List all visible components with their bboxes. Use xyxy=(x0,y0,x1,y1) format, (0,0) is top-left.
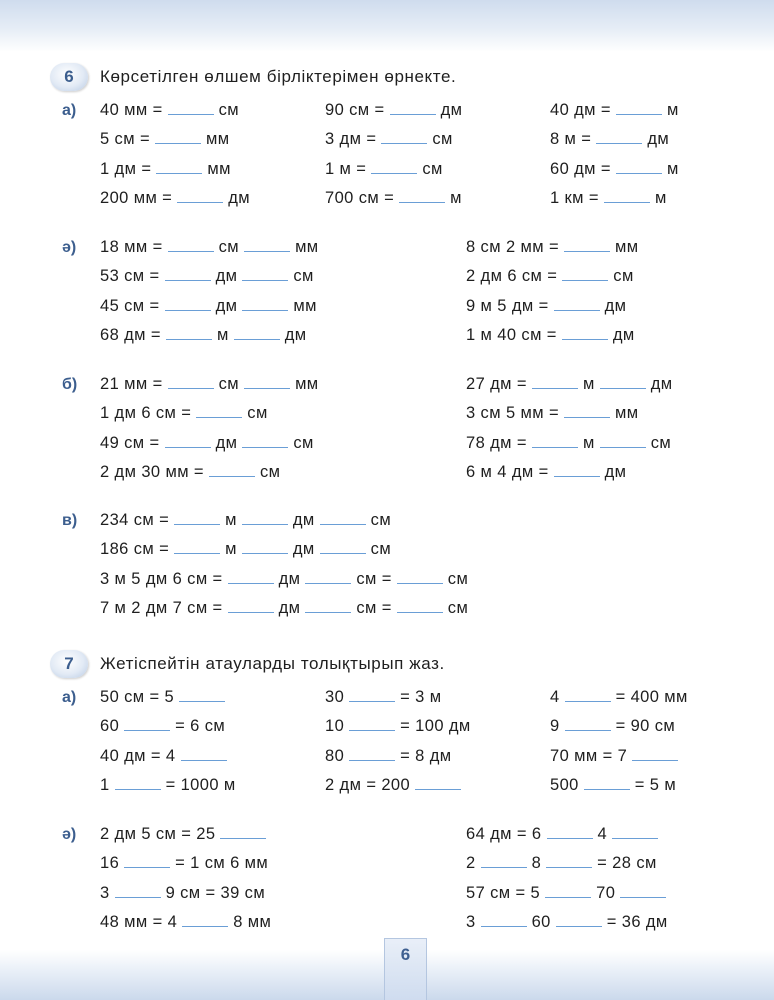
exercise-text: см = xyxy=(356,598,392,617)
exercise-item xyxy=(466,374,672,394)
answer-blank[interactable] xyxy=(349,747,395,761)
exercise-text: см xyxy=(650,433,672,452)
exercise-text: см xyxy=(447,569,469,588)
exercise-item xyxy=(100,539,391,559)
exercise-item xyxy=(325,100,462,120)
answer-blank[interactable] xyxy=(181,747,227,761)
exercise-text: 1 дм = xyxy=(100,159,152,178)
answer-blank[interactable] xyxy=(565,688,611,702)
exercise-text: м xyxy=(666,159,679,178)
exercise-item xyxy=(550,687,688,707)
top-decorative-band xyxy=(0,0,774,52)
answer-blank[interactable] xyxy=(556,913,602,927)
answer-blank[interactable] xyxy=(562,326,608,340)
exercise-text: м xyxy=(225,511,237,529)
exercise-text: 90 см = xyxy=(325,101,385,119)
answer-blank[interactable] xyxy=(179,688,225,702)
exercise-item xyxy=(100,716,225,736)
answer-blank[interactable] xyxy=(554,463,600,477)
exercise-text: м xyxy=(582,375,595,393)
answer-blank[interactable] xyxy=(616,160,662,174)
exercise-text: 10 xyxy=(325,717,345,736)
exercise-text: 2 дм 6 см = xyxy=(466,267,558,286)
exercise-text: = 36 дм xyxy=(606,912,668,931)
exercise-item xyxy=(325,159,443,179)
exercise-text: дм xyxy=(215,433,238,452)
answer-blank[interactable] xyxy=(115,776,161,790)
exercise-item xyxy=(550,159,679,179)
task-instruction: Жетіспейтін атауларды толықтырып жаз. xyxy=(100,654,445,673)
answer-blank[interactable] xyxy=(244,375,290,389)
exercise-text: дм xyxy=(440,101,463,119)
exercise-text: см xyxy=(293,433,314,452)
answer-blank[interactable] xyxy=(381,130,427,144)
exercise-item xyxy=(325,188,462,208)
exercise-text: 53 см = xyxy=(100,267,160,286)
exercise-item xyxy=(100,129,229,149)
exercise-text: 16 xyxy=(100,854,120,873)
exercise-text: дм xyxy=(278,569,301,588)
exercise-text: см xyxy=(293,267,314,286)
answer-blank[interactable] xyxy=(242,434,288,448)
exercise-text: 1 м = xyxy=(325,159,367,178)
exercise-text: дм xyxy=(604,296,627,315)
answer-blank[interactable] xyxy=(234,326,280,340)
answer-blank[interactable] xyxy=(168,238,214,252)
exercise-text: 3 м 5 дм 6 см = xyxy=(100,569,223,588)
exercise-text: см = xyxy=(356,569,392,588)
answer-blank[interactable] xyxy=(228,599,274,613)
exercise-text: = 8 дм xyxy=(400,746,452,765)
answer-blank[interactable] xyxy=(115,884,161,898)
answer-blank[interactable] xyxy=(397,599,443,613)
answer-blank[interactable] xyxy=(481,854,527,868)
exercise-text: 7 м 2 дм 7 см = xyxy=(100,598,223,617)
answer-blank[interactable] xyxy=(168,101,214,115)
exercise-text: дм xyxy=(612,325,635,344)
exercise-text: 60 xyxy=(100,717,120,736)
exercise-text: 9 м 5 дм = xyxy=(466,296,549,315)
answer-blank[interactable] xyxy=(349,717,395,731)
answer-blank[interactable] xyxy=(165,297,211,311)
exercise-item xyxy=(100,266,314,286)
answer-blank[interactable] xyxy=(546,854,592,868)
exercise-text: 500 xyxy=(550,775,579,794)
answer-blank[interactable] xyxy=(564,238,610,252)
exercise-text: 1 м 40 см = xyxy=(466,325,557,344)
exercise-item xyxy=(100,746,232,766)
answer-blank[interactable] xyxy=(600,434,646,448)
exercise-text: 2 xyxy=(466,854,476,873)
exercise-text: 78 дм = xyxy=(466,433,527,452)
answer-blank[interactable] xyxy=(209,463,255,477)
answer-blank[interactable] xyxy=(532,434,578,448)
answer-blank[interactable] xyxy=(305,570,351,584)
exercise-text: см xyxy=(218,101,240,119)
exercise-text: м xyxy=(225,540,237,559)
exercise-text: дм xyxy=(215,267,238,286)
exercise-item xyxy=(466,883,671,903)
exercise-text: 60 xyxy=(531,912,551,931)
exercise-text: 60 дм = xyxy=(550,159,611,178)
exercise-item xyxy=(325,746,452,766)
answer-blank[interactable] xyxy=(242,540,288,554)
answer-blank[interactable] xyxy=(620,884,666,898)
exercise-text: мм xyxy=(615,238,639,256)
exercise-text: см xyxy=(218,238,240,256)
exercise-text: мм xyxy=(295,238,319,256)
exercise-item xyxy=(100,374,319,394)
exercise-item xyxy=(325,687,441,707)
exercise-item xyxy=(100,403,268,423)
exercise-text: 64 дм = 6 xyxy=(466,825,542,843)
exercise-text: мм xyxy=(615,404,639,423)
exercise-text: 8 мм xyxy=(233,912,272,931)
exercise-text: = 90 см xyxy=(615,717,676,736)
exercise-text: 3 см 5 мм = xyxy=(466,404,560,423)
section-label: а) xyxy=(62,689,77,706)
exercise-text: 27 дм = xyxy=(466,375,527,393)
exercise-text: см xyxy=(370,511,392,529)
exercise-text: 57 см = 5 xyxy=(466,883,541,902)
exercise-item xyxy=(466,462,626,482)
exercise-text: см xyxy=(432,130,453,149)
exercise-text: = 3 м xyxy=(400,688,442,706)
exercise-text: мм xyxy=(295,375,319,393)
exercise-text: 80 xyxy=(325,746,345,765)
answer-blank[interactable] xyxy=(177,189,223,203)
answer-blank[interactable] xyxy=(182,913,228,927)
answer-blank[interactable] xyxy=(244,238,290,252)
exercise-text: 3 xyxy=(100,883,110,902)
exercise-item xyxy=(550,716,675,736)
exercise-text: м xyxy=(654,188,667,207)
answer-blank[interactable] xyxy=(155,130,201,144)
answer-blank[interactable] xyxy=(196,404,242,418)
answer-blank[interactable] xyxy=(124,717,170,731)
exercise-item xyxy=(100,325,306,345)
exercise-item xyxy=(100,883,265,903)
exercise-item xyxy=(100,510,391,530)
exercise-text: 50 см = 5 xyxy=(100,688,175,706)
exercise-text: 49 см = xyxy=(100,433,160,452)
answer-blank[interactable] xyxy=(612,825,658,839)
answer-blank[interactable] xyxy=(554,297,600,311)
exercise-text: 2 дм 30 мм = xyxy=(100,462,204,481)
exercise-item xyxy=(466,912,668,932)
answer-blank[interactable] xyxy=(242,297,288,311)
exercise-text: 40 дм = xyxy=(550,101,611,119)
exercise-item xyxy=(100,853,268,873)
exercise-item xyxy=(100,237,319,257)
exercise-text: 700 см = xyxy=(325,188,395,207)
exercise-item xyxy=(100,912,271,932)
exercise-item xyxy=(550,129,669,149)
exercise-text: 4 xyxy=(550,688,560,706)
exercise-item xyxy=(100,188,250,208)
exercise-text: 8 см 2 мм = xyxy=(466,238,560,256)
exercise-text: 2 дм 5 см = 25 xyxy=(100,825,216,843)
exercise-item xyxy=(100,159,231,179)
exercise-item xyxy=(325,129,453,149)
exercise-item xyxy=(550,746,683,766)
answer-blank[interactable] xyxy=(242,511,288,525)
exercise-item xyxy=(466,824,663,844)
exercise-item xyxy=(466,325,635,345)
exercise-item xyxy=(100,296,317,316)
answer-blank[interactable] xyxy=(174,511,220,525)
exercise-item xyxy=(466,433,671,453)
exercise-text: дм xyxy=(292,540,315,559)
exercise-text: 1 xyxy=(100,775,110,794)
answer-blank[interactable] xyxy=(156,160,202,174)
exercise-text: дм xyxy=(284,325,307,344)
exercise-text: 30 xyxy=(325,688,345,706)
task-number-badge: 6 xyxy=(50,63,88,91)
exercise-text: 1 км = xyxy=(550,188,599,207)
answer-blank[interactable] xyxy=(547,825,593,839)
exercise-text: 40 дм = 4 xyxy=(100,746,176,765)
section-label: ә) xyxy=(62,239,77,256)
exercise-text: 1 дм 6 см = xyxy=(100,404,192,423)
exercise-text: 5 см = xyxy=(100,130,150,149)
answer-blank[interactable] xyxy=(166,326,212,340)
exercise-text: см xyxy=(259,462,281,481)
exercise-text: дм xyxy=(278,598,301,617)
answer-blank[interactable] xyxy=(616,101,662,115)
exercise-text: дм xyxy=(604,462,627,481)
answer-blank[interactable] xyxy=(165,267,211,281)
exercise-text: дм xyxy=(650,375,673,393)
exercise-text: 68 дм = xyxy=(100,325,161,344)
exercise-item xyxy=(466,403,639,423)
exercise-item xyxy=(550,775,676,795)
exercise-text: 3 дм = xyxy=(325,130,377,149)
answer-blank[interactable] xyxy=(320,540,366,554)
answer-blank[interactable] xyxy=(584,776,630,790)
answer-blank[interactable] xyxy=(174,540,220,554)
exercise-text: = 1 см 6 мм xyxy=(175,854,269,873)
answer-blank[interactable] xyxy=(371,160,417,174)
exercise-text: 8 м = xyxy=(550,130,592,149)
exercise-text: 186 см = xyxy=(100,540,170,559)
answer-blank[interactable] xyxy=(320,511,366,525)
exercise-item xyxy=(466,237,639,257)
answer-blank[interactable] xyxy=(165,434,211,448)
answer-blank[interactable] xyxy=(532,375,578,389)
answer-blank[interactable] xyxy=(600,375,646,389)
answer-blank[interactable] xyxy=(399,189,445,203)
exercise-text: = 5 м xyxy=(634,775,677,794)
exercise-text: дм xyxy=(215,296,238,315)
exercise-text: м xyxy=(216,325,229,344)
task-instruction: Көрсетілген өлшем бірліктерімен өрнекте. xyxy=(100,67,457,86)
exercise-text: 8 xyxy=(531,854,542,873)
exercise-text: 40 мм = xyxy=(100,101,163,119)
exercise-text: 3 xyxy=(466,912,476,931)
answer-blank[interactable] xyxy=(390,101,436,115)
answer-blank[interactable] xyxy=(305,599,351,613)
answer-blank[interactable] xyxy=(415,776,461,790)
exercise-text: мм xyxy=(207,159,231,178)
answer-blank[interactable] xyxy=(397,570,443,584)
section-label: ә) xyxy=(62,826,77,843)
exercise-text: см xyxy=(247,404,268,423)
section-label: а) xyxy=(62,102,77,119)
section-label: в) xyxy=(62,512,78,529)
exercise-item xyxy=(466,853,657,873)
exercise-item xyxy=(100,100,239,120)
exercise-text: м xyxy=(582,433,595,452)
answer-blank[interactable] xyxy=(545,884,591,898)
exercise-item xyxy=(100,824,271,844)
exercise-text: = 100 дм xyxy=(400,717,471,736)
exercise-text: 234 см = xyxy=(100,511,170,529)
exercise-text: см xyxy=(613,267,634,286)
exercise-item xyxy=(100,775,236,795)
page-number: 6 xyxy=(400,945,411,964)
exercise-text: см xyxy=(218,375,240,393)
exercise-item xyxy=(550,188,667,208)
exercise-text: мм xyxy=(293,296,317,315)
exercise-text: дм xyxy=(228,188,251,207)
section-label: б) xyxy=(62,376,78,393)
exercise-text: 9 см = 39 см xyxy=(165,883,266,902)
exercise-item xyxy=(466,296,626,316)
exercise-item xyxy=(100,598,468,618)
exercise-text: = 1000 м xyxy=(165,775,236,794)
page-number-tab xyxy=(384,938,427,1000)
exercise-text: 18 мм = xyxy=(100,238,163,256)
exercise-text: см xyxy=(447,598,469,617)
answer-blank[interactable] xyxy=(124,854,170,868)
exercise-item xyxy=(325,716,471,736)
answer-blank[interactable] xyxy=(632,747,678,761)
answer-blank[interactable] xyxy=(562,267,608,281)
answer-blank[interactable] xyxy=(604,189,650,203)
exercise-text: 9 xyxy=(550,717,560,736)
exercise-text: 200 мм = xyxy=(100,188,173,207)
exercise-item xyxy=(466,266,634,286)
exercise-text: 2 дм = 200 xyxy=(325,775,411,794)
exercise-text: 4 xyxy=(597,825,608,843)
exercise-item xyxy=(100,433,314,453)
exercise-text: 45 см = xyxy=(100,296,160,315)
exercise-text: мм xyxy=(205,130,230,149)
answer-blank[interactable] xyxy=(564,404,610,418)
exercise-item xyxy=(325,775,466,795)
exercise-text: м xyxy=(666,101,679,119)
task-number-badge: 7 xyxy=(50,650,88,678)
answer-blank[interactable] xyxy=(481,913,527,927)
exercise-text: см xyxy=(370,540,392,559)
exercise-text: 6 м 4 дм = xyxy=(466,462,549,481)
answer-blank[interactable] xyxy=(565,717,611,731)
answer-blank[interactable] xyxy=(242,267,288,281)
exercise-text: = 6 см xyxy=(175,717,226,736)
exercise-text: дм xyxy=(292,511,315,529)
exercise-text: м xyxy=(450,188,462,207)
answer-blank[interactable] xyxy=(168,375,214,389)
answer-blank[interactable] xyxy=(349,688,395,702)
answer-blank[interactable] xyxy=(228,570,274,584)
exercise-text: 48 мм = 4 xyxy=(100,912,178,931)
exercise-item xyxy=(100,687,230,707)
exercise-text: см xyxy=(422,159,443,178)
exercise-item xyxy=(550,100,679,120)
exercise-text: = 28 см xyxy=(597,854,657,873)
exercise-text: = 400 мм xyxy=(615,688,688,706)
exercise-item xyxy=(100,462,280,482)
exercise-text: дм xyxy=(647,130,670,149)
exercise-item xyxy=(100,569,468,589)
exercise-text: 70 мм = 7 xyxy=(550,746,628,765)
answer-blank[interactable] xyxy=(220,825,266,839)
exercise-text: 21 мм = xyxy=(100,375,163,393)
exercise-text: 70 xyxy=(596,883,616,902)
answer-blank[interactable] xyxy=(596,130,642,144)
